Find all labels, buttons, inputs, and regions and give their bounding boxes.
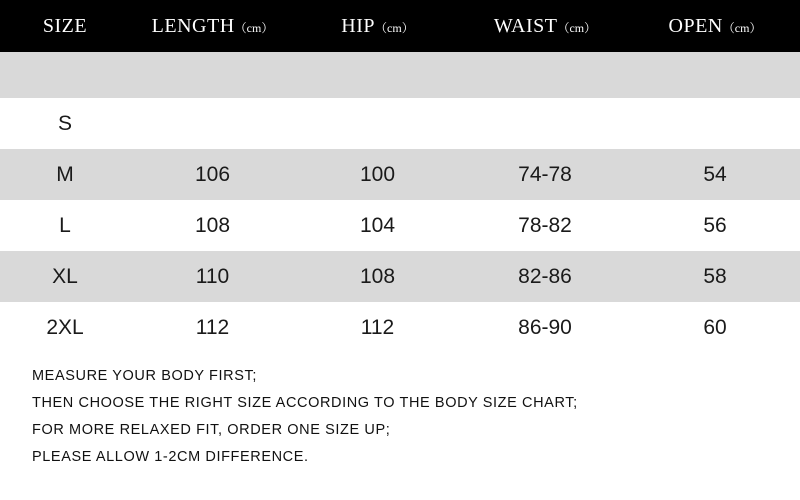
- note-line: PLEASE ALLOW 1-2CM DIFFERENCE.: [32, 449, 309, 465]
- table-row: [0, 98, 800, 149]
- cell-hip: 100: [359, 162, 396, 186]
- column-header-length-unit: （cm）: [234, 20, 274, 35]
- cell-waist: 74-78: [518, 162, 572, 186]
- column-header-waist: [460, 15, 630, 38]
- cell-waist: 82-86: [518, 264, 572, 288]
- column-header-open-label: OPEN: [668, 14, 723, 37]
- cell-size: M: [56, 162, 74, 186]
- note-line: THEN CHOOSE THE RIGHT SIZE ACCORDING TO THE BODY SIZE CHART;: [32, 395, 578, 411]
- column-header-waist-label: WAIST: [493, 14, 558, 37]
- cell-open: 56: [703, 213, 727, 237]
- column-header-open: [630, 15, 800, 38]
- table-row: [0, 149, 800, 200]
- note-line: MEASURE YOUR BODY FIRST;: [32, 368, 257, 384]
- table-row: [0, 251, 800, 302]
- cell-open: 58: [703, 264, 727, 288]
- cell-size: 2XL: [46, 315, 84, 339]
- cell-size: L: [59, 213, 71, 237]
- table-row: [0, 52, 800, 98]
- cell-length: 110: [195, 264, 230, 288]
- column-header-size: [0, 15, 130, 38]
- table-header-row: [0, 0, 800, 52]
- cell-waist: 78-82: [518, 213, 572, 237]
- notes-block: [0, 353, 800, 471]
- column-header-hip-unit: （cm）: [375, 20, 414, 35]
- cell-hip: 108: [359, 264, 396, 288]
- cell-open: 54: [703, 162, 727, 186]
- column-header-waist-unit: （cm）: [557, 20, 597, 35]
- cell-size: XL: [52, 264, 78, 288]
- column-header-hip-label: HIP: [341, 14, 376, 37]
- column-header-size-label: SIZE: [42, 14, 88, 37]
- cell-hip: 112: [360, 315, 395, 339]
- cell-open: 60: [703, 315, 727, 339]
- table-row: [0, 200, 800, 251]
- cell-hip: 104: [359, 213, 396, 237]
- table-row: [0, 302, 800, 353]
- cell-length: 112: [195, 315, 230, 339]
- cell-length: 108: [194, 213, 231, 237]
- column-header-length: [130, 15, 295, 38]
- cell-length: 106: [194, 162, 231, 186]
- cell-size: S: [57, 111, 72, 135]
- column-header-length-label: LENGTH: [151, 14, 235, 37]
- column-header-open-unit: （cm）: [722, 20, 762, 35]
- note-line: FOR MORE RELAXED FIT, ORDER ONE SIZE UP;: [32, 422, 391, 438]
- column-header-hip: [295, 15, 460, 38]
- cell-waist: 86-90: [518, 315, 572, 339]
